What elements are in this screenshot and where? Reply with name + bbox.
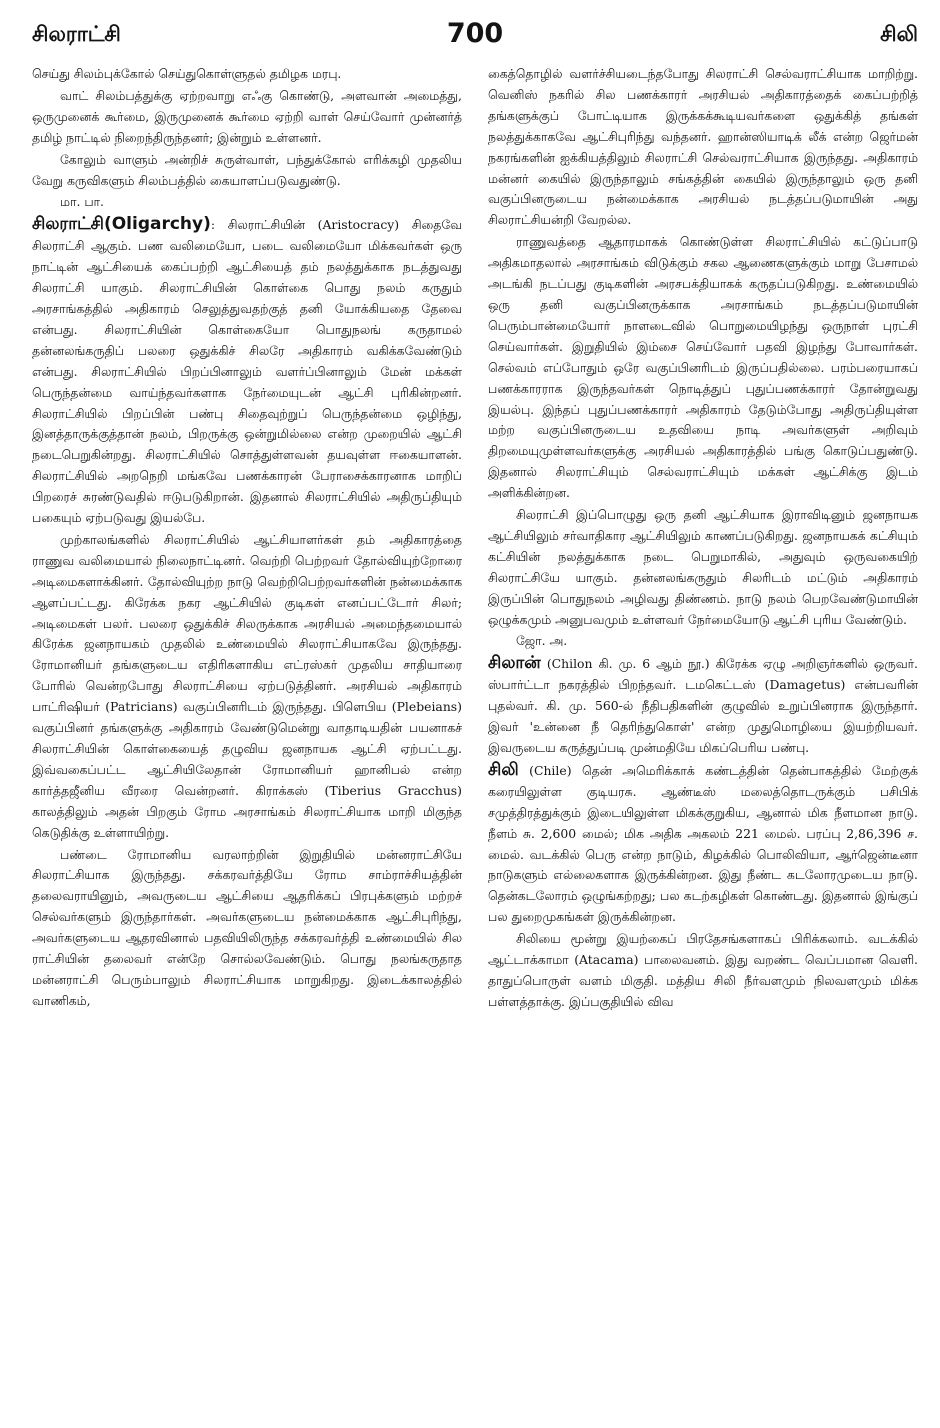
left-column — [32, 64, 462, 1414]
entry-headword: சிலி — [488, 759, 519, 780]
entry-headword: சிலான் — [488, 653, 541, 674]
paragraph: சிலியை மூன்று இயற்கைப் பிரதேசங்களாகப் பிரிக்கலாம். வடக்கில் ஆட்டாக்காமா (Atacama) பாலைவனம். இது வறண்ட வெப்பமான வெளி. தாதுப்பொருள் வளம் மிகுதி. மத்திய சிலி நீர்வளமும் நிலவளமும் மிக்க பள்ளத்தாக்கு. இப்பகுதியில் விவ — [488, 931, 918, 1009]
right-column — [488, 64, 918, 1414]
paragraph: முற்காலங்களில் சிலராட்சியில் ஆட்சியாளர்கள் தம் அதிகாரத்தை ராணுவ வலிமையால் நிலைநாட்டினர். வெற்றி பெற்றவர் தோல்வியுற்றோரை அடிமைகளாக்கினர். தோல்வியுற்ற நாடு வெற்றிபெற்றவர்களின் நன்மைக்காக ஆளப்பட்டது. கிரேக்க நகர ஆட்சியில் குடிகள் எனப்பட்டோர் சிலர்; அடிமைகள் பலர். பலரை ஒதுக்கிச் சிலருக்காக அரசியல் அமைந்தமையால் கிரேக்க ஜனநாயகம் முதலில் உண்மையில் சிலராட்சியாகவே இருந்தது. ரோமானியர் தங்களுடைய எதிரிகளாகிய எட்ரஸ்கர் முதலிய சாதியாரை போரில் வென்றபோது சிலராட்சியை ஏற்படுத்தினர். அரசியல் அதிகாரம் பாட்ரிஷியர் (Patricians) வகுப்பினரிடம் இருந்தது. பிளெபிய (Plebeians) வகுப்பினர் தங்களுக்கு அதிகாரம் வேண்டுமென்று வாதாடியதின் பயனாகச் சிலராட்சியின் கொள்கையைத் தழுவிய ஜனநாயக ஆட்சி ஏற்பட்டது. இவ்வகைப்பட்ட ஆட்சியிலேதான் ரோமானியர் ஹானிபல் என்ற கார்த்தஜீனிய வீரரை வென்றனர். கிராக்கஸ் (Tiberius Gracchus) காலத்திலும் அதன் பிறகும் ரோம அரசாங்கம் சிலராட்சியாக மாறி மிகுந்த கெடுதிக்கு உள்ளாயிற்று. — [32, 531, 462, 840]
entry-latin-term: (Oligarchy) — [103, 214, 211, 235]
paragraph: கோலும் வாளும் அன்றிச் சுருள்வாள், பந்துக்கோல் எரிக்கழி முதலிய வேறு கருவிகளும் சிலம்பத்தில் கையாளப்படுவதுண்டு. — [32, 151, 462, 188]
entry-chile: சிலி (Chile) தென் அமெரிக்காக் கண்டத்தின் தென்பாகத்தில் மேற்குக் கரையிலுள்ள குடியரசு. ஆண்டீஸ் மலைத்தொடருக்கும் பசிபிக் சமுத்திரத்துக்கும் இடையிலுள்ள மிகக்குறுகிய, ஆனால் மிக நீளமான நாடு. நீளம் சு. 2,600 மைல்; மிக அதிக அகலம் 221 மைல். பரப்பு 2,86,396 ச. மைல். வடக்கில் பெரு என்ற நாடும், கிழக்கில் பொலிவியா, ஆர்ஜென்டீனா நாடுகளும் எல்லைகளாக இருக்கின்றன. இது நீண்ட கடலோரமுடைய நாடு. தென்கடலோரம் ஒழுங்கற்றது; பல கடற்கழிகள் கொண்டது. இதனால் இங்குப் பல துறைமுகங்கள் இருக்கின்றன. — [488, 759, 918, 925]
entry-headword: சிலராட்சி — [32, 214, 104, 235]
page-number: 700 — [446, 18, 504, 49]
paragraph: சிலராட்சி இப்பொழுது ஒரு தனி ஆட்சியாக இராவிடினும் ஜனநாயக ஆட்சியிலும் சர்வாதிகார ஆட்சியிலும் காணப்படுகிறது. ஜனநாயகக் கட்சியும் கட்சியின் நலத்துக்காக நடை பெறுமாகில், அதுவும் ஒருவகையிற் சிலராட்சியே யாகும். தன்னலங்கருதும் சிலரிடம் மட்டும் அதிகாரம் இருப்பின் பொதுநலம் அழிவது திண்ணம். நாடு நலம் பெறவேண்டுமாயின் ஒழுக்கமும் அனுபவமும் உள்ளவர் நேர்மையோடு ஆட்சி புரிய வேண்டும். — [488, 507, 918, 627]
text-columns — [32, 64, 918, 1414]
entry-chilon: சிலான் (Chilon கி. மு. 6 ஆம் நூ.) கிரேக்க ஏழு அறிஞர்களில் ஒருவர். ஸ்பார்ட்டா நகரத்தில் பிறந்தவர். டமகெட்டஸ் (Damagetus) என்பவரின் புதல்வர். கி. மு. 560-ல் நீதிபதிகளின் குழுவில் உறுப்பினராக இருந்தார். இவர் 'உன்னை நீ தெரிந்துகொள்' என்ற முதுமொழியை இயற்றியவர். இவருடைய கருத்துப்படி முன்மதியே மிகப்பெரிய பண்பு. — [488, 653, 918, 755]
entry-oligarchy: சிலராட்சி(Oligarchy): சிலராட்சியின் (Aristocracy) சிதைவே சிலராட்சி ஆகும். பண வலிமையோ, படை வலிமையோ மிக்கவர்கள் ஒரு நாட்டின் ஆட்சியைக் கைப்பற்றி ஆட்சியைத் தம் நலத்துக்காக நடத்துவது சிலராட்சி யாகும். சிலராட்சியின் கொள்கை பொது நலம் கருதும் அரசாங்கத்தில் அதிகாரம் செலுத்துவதற்குத் தனி யோக்கியதை தேவை என்பது. சிலராட்சியின் கொள்கையோ பொதுநலங் கருதாமல் தன்னலங்கருதிப் பலரை ஒதுக்கிச் சிலரே அதிகாரம் வகிக்கவேண்டும் என்பது. சிலராட்சியில் பிறப்பினாலும் வளர்ப்பினாலும் மேன் மக்கள் பெருந்தன்மை வாய்ந்தவர்களாக நேர்மையுடன் ஆட்சி புரிகின்றனர். சிலராட்சியில் பிறப்பின் பண்பு சிதைவுற்றுப் பெருந்தன்மை ஒழிந்து, இனத்தாருக்குத்தான் நலம், பிறருக்கு ஒன்றுமில்லை என்ற முறையில் ஆட்சி நடைபெறுகின்றது. சிலராட்சியில் சொத்துள்ளவன் தயவுள்ள ஈகையாளன். சிலராட்சியில் அறநெறி மங்கவே பணக்காரன் பேராசைக்காரனாக மாறிப் பிறரைச் சுரண்டுவதில் ஈடுபடுகிறான். இதனால் சிலராட்சியில் அதிருப்தியும் பகையும் ஏற்படுவது இயல்பே. — [32, 214, 462, 526]
paragraph: பண்டை ரோமானிய வரலாற்றின் இறுதியில் மன்னராட்சியே சிலராட்சியாக இருந்தது. சக்கரவர்த்தியே ரோம சாம்ராச்சியத்தின் தலைவராயினும், அவருடைய ஆட்சியை ஆதரிக்கப் பிரபுக்களும் மற்றச் செல்வர்களும் இருந்தார்கள். அவர்களுடைய நன்மைக்காக ஆட்சிபுரிந்து, அவர்களுடைய ஆதரவினால் பதவியிலிருந்த சக்கரவர்த்தி உண்மையில் சில ராட்சியின் தலைவர் என்றே சொல்லவேண்டும். பொது நலங்கருதாத மன்னராட்சி பெரும்பாலும் சிலராட்சியாக மாறுகிறது. இடைக்காலத்தில் வாணிகம், — [32, 846, 462, 1008]
header-right-headword: சிலி — [880, 22, 918, 46]
paragraph: கைத்தொழில் வளர்ச்சியடைந்தபோது சிலராட்சி செல்வராட்சியாக மாறிற்று. வெனிஸ் நகரில் சில பணக்காரர் அரசியல் அதிகாரத்தைக் கைப்பற்றித் தங்களுக்குப் போட்டியாக இருக்கக்கூடியவர்களை ஒதுக்கித் தங்கள் நலத்துக்காகவே ஆட்சிபுரிந்து வந்தனர். ஹான்ஸியாடிக் லீக் என்ற ஜெர்மன் நகரங்களின் ஐக்கியத்திலும் சிலராட்சி செல்வராட்சியாக இருந்தது. அதிகாரம் மன்னர் கையில் இருந்தாலும் சங்கத்தின் கையில் இருந்தாலும் ஒரு தனி வகுப்பினருடைய நன்மைக்காக அரசியல் நடத்தப்படுமாயின் அது சிலராட்சியன்றி வேறல்ல. — [488, 66, 918, 228]
author-initials: ஜோ. அ. — [516, 633, 568, 649]
paragraph: ராணுவத்தை ஆதாரமாகக் கொண்டுள்ள சிலராட்சியில் கட்டுப்பாடு அதிகமாதலால் அரசாங்கம் விடுக்கும் சகல ஆணைகளுக்கும் மாறு பேசாமல் அடங்கி நடப்பது குடிகளின் அரசபக்தியாகக் கருதப்படுகிறது. உண்மையில் ஒரு தனி வகுப்பினருக்காக அரசாங்கம் நடத்தப்படுமாயின் பெரும்பான்மையோர் நாளடைவில் பொறுமையிழந்து ஒருநாள் புரட்சி செய்வார்கள். இறுதியில் இம்சை செய்வோர் பதவி இழந்து போவார்கள். செல்வம் எப்போதும் ஒரே வகுப்பினரிடம் இருப்பதில்லை. பரம்பரையாகப் பணக்காரராக இருந்தவர்கள் நொடித்துப் புதுப்பணக்காரர் தோன்றுவது இயல்பு. இந்தப் புதுப்பணக்காரர் அதிகாரம் தேடும்போது அதிருப்தியுள்ள மற்ற வகுப்பினருடைய உதவியை நாடி அவர்களுள் அறிவும் திறமையுமுள்ளவர்களுக்கு அரசியல் அதிகாரத்தில் பங்கு கொடுப்பதுண்டு. இதனால் சிலராட்சியும் செல்வராட்சியும் மக்கள் ஆட்சிக்கு இடம் அளிக்கின்றன. — [488, 234, 918, 501]
entry-latin-term: (Chile) — [529, 762, 572, 778]
header-left-headword: சிலராட்சி — [32, 22, 121, 46]
paragraph: செய்து சிலம்புக்கோல் செய்துகொள்ளுதல் தமிழக மரபு. — [32, 66, 342, 81]
paragraph: வாட் சிலம்பத்துக்கு ஏற்றவாறு எஃகு கொண்டு, அளவான் அமைத்து, ஒருமுனைக் கூர்மை, இருமுனைக் கூர்மை ஏற்றி வாள் செய்வோர் முன்னர்த் தமிழ் நாட்டில் நிறைந்திருந்தனர்; இன்றும் உள்ளனர். — [32, 87, 462, 145]
author-initials: மா. பா. — [60, 194, 104, 210]
encyclopedia-page — [32, 14, 918, 1414]
running-header — [32, 14, 918, 58]
entry-latin-term: (Chilon — [546, 656, 593, 672]
